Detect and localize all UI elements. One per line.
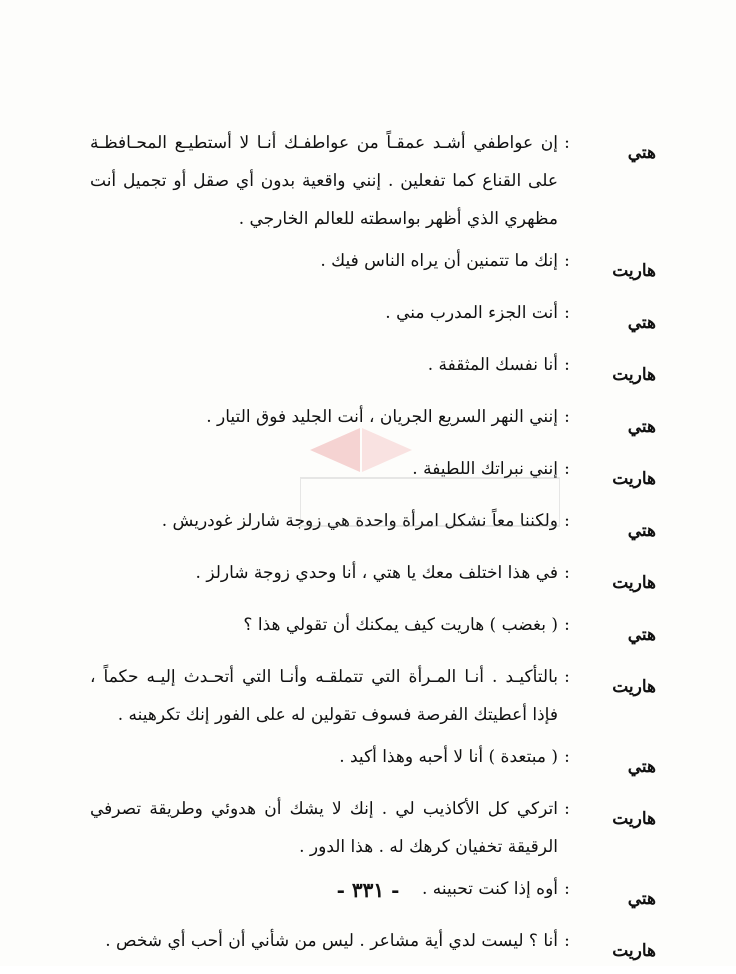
colon-separator: : <box>564 407 570 427</box>
dialogue-row <box>90 790 656 866</box>
dialogue-row <box>90 922 656 970</box>
dialogue-line: أوه إذا كنت تحبينه . <box>422 879 558 899</box>
speaker-name: هاريت <box>612 365 656 385</box>
speaker-name: هاريت <box>612 261 656 281</box>
dialogue-row <box>90 554 656 602</box>
colon-separator: : <box>564 747 570 767</box>
colon-separator: : <box>564 133 570 153</box>
colon-separator: : <box>564 303 570 323</box>
dialogue-line: بالتأكيـد . أنـا المـرأة التي تتملقـه وأنـا التي أتحـدث إليـه حكماً ، فإذا أعطيتك الفرصة فسوف تقولين له على الفور إنك تكرهينه . <box>90 667 558 725</box>
dialogue-row <box>90 294 656 342</box>
colon-separator: : <box>564 251 570 271</box>
speaker-name: هاريت <box>612 677 656 697</box>
speaker-name: هتي <box>627 757 656 777</box>
dialogue-line: إنني نبراتك اللطيفة . <box>412 459 558 479</box>
colon-separator: : <box>564 563 570 583</box>
colon-separator: : <box>564 799 570 819</box>
colon-separator: : <box>564 667 570 687</box>
colon-separator: : <box>564 355 570 375</box>
speaker-name: هتي <box>627 417 656 437</box>
dialogue-list <box>90 124 656 974</box>
dialogue-line: ( مبتعدة ) أنا لا أحبه وهذا أكيد . <box>339 747 558 767</box>
dialogue-row <box>90 738 656 786</box>
dialogue-row <box>90 124 656 238</box>
speaker-name: هاريت <box>612 809 656 829</box>
dialogue-line: أنا ؟ ليست لدي أية مشاعر . ليس من شأني أن أحب أي شخص . <box>105 931 558 951</box>
speaker-name: هاريت <box>612 469 656 489</box>
dialogue-line: أنا نفسك المثقفة . <box>427 355 558 375</box>
colon-separator: : <box>564 615 570 635</box>
speaker-name: هتي <box>627 625 656 645</box>
archive-watermark <box>300 420 560 530</box>
speaker-name: هاريت <box>612 941 656 961</box>
colon-separator: : <box>564 459 570 479</box>
colon-separator: : <box>564 931 570 951</box>
dialogue-line: في هذا اختلف معك يا هتي ، أنا وحدي زوجة شارلز . <box>195 563 558 583</box>
speaker-name: هتي <box>627 313 656 333</box>
dialogue-line: ( بغضب ) هاريت كيف يمكنك أن تقولي هذا ؟ <box>243 615 558 635</box>
colon-separator: : <box>564 511 570 531</box>
dialogue-line: أنت الجزء المدرب مني . <box>385 303 558 323</box>
dialogue-line: إنني النهر السريع الجريان ، أنت الجليد فوق التيار . <box>206 407 558 427</box>
speaker-name: هتي <box>627 889 656 909</box>
dialogue-row <box>90 606 656 654</box>
colon-separator: : <box>564 879 570 899</box>
dialogue-line: ولكننا معاً نشكل امرأة واحدة هي زوجة شارلز غودريش . <box>161 511 558 531</box>
dialogue-row <box>90 346 656 394</box>
dialogue-line: إن عواطفي أشـد عمقـاً من عواطفـك أنـا لا أستطيـع المحـافظـة على القناع كما تفعلين . إنني واقعية بدون أي صقل أو تجميل أنت مظهري الذي أظهر بواسطته للعالم الخارجي . <box>90 133 558 229</box>
dialogue-line: اتركي كل الأكاذيب لي . إنك لا يشك أن هدوئي وطريقة تصرفي الرقيقة تخفيان كرهك له . هذا الدور . <box>90 799 558 857</box>
page-number: - ٣٣١ - <box>336 878 400 902</box>
speaker-name: هاريت <box>612 573 656 593</box>
dialogue-line: إنك ما تتمنين أن يراه الناس فيك . <box>320 251 558 271</box>
dialogue-row <box>90 242 656 290</box>
speaker-name: هتي <box>627 521 656 541</box>
dialogue-row <box>90 658 656 734</box>
speaker-name: هتي <box>627 143 656 163</box>
